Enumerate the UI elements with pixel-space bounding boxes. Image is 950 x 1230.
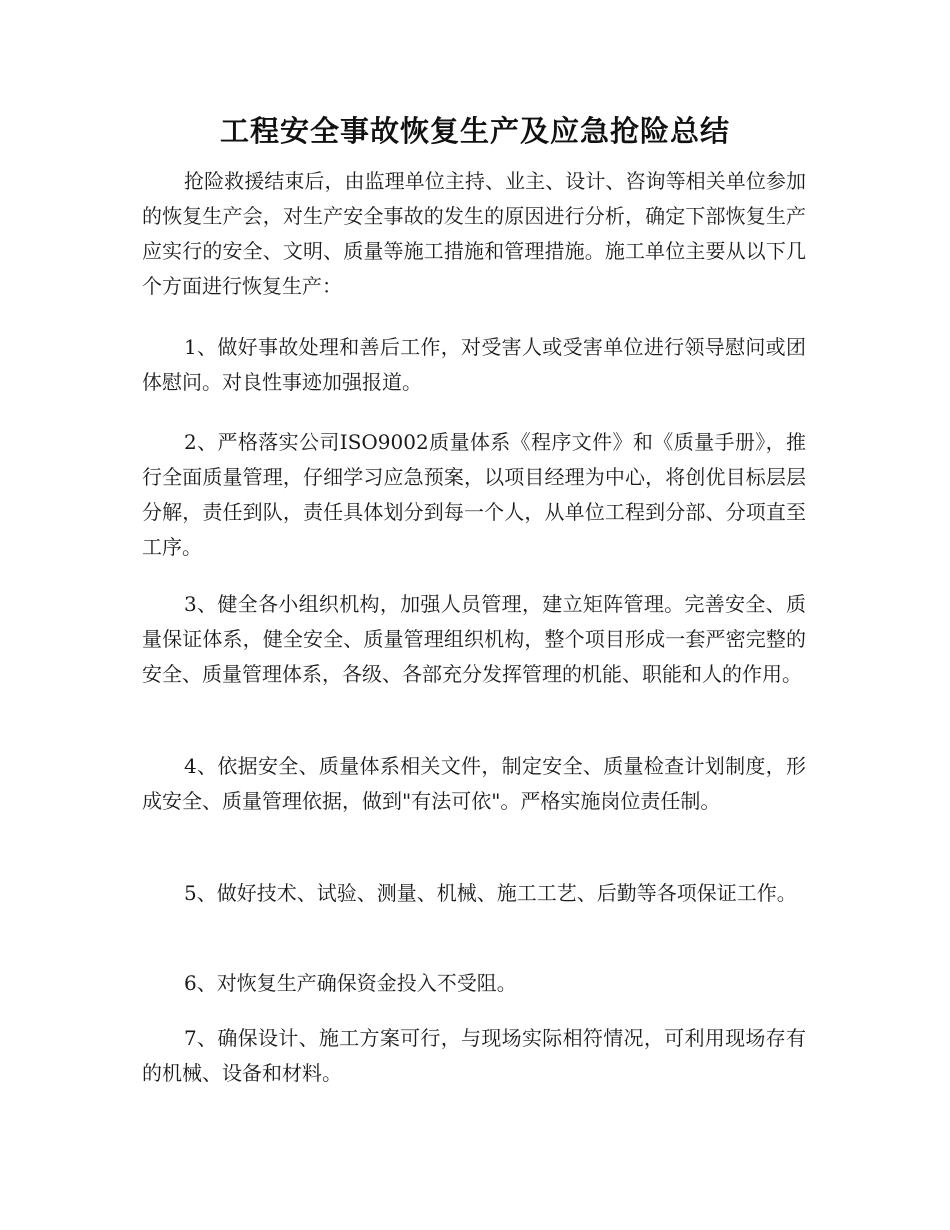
document-title: 工程安全事故恢复生产及应急抢险总结 bbox=[219, 114, 730, 148]
intro-paragraph: 抢险救援结束后，由监理单位主持、业主、设计、咨询等相关单位参加的恢复生产会，对生产安全事故的发生的原因进行分析，确定下部恢复生产应实行的安全、文明、质量等施工措施和管理措施。施工单位主要从以下几个方面进行恢复生产： bbox=[142, 169, 806, 298]
item-paragraph-6: 6、对恢复生产确保资金投入不受阻。 bbox=[184, 971, 517, 995]
item-paragraph-1: 1、做好事故处理和善后工作，对受害人或受害单位进行领导慰问或团体慰问。对良性事迹加强报道。 bbox=[142, 335, 806, 394]
item-paragraph-5: 5、做好技术、试验、测量、机械、施工工艺、后勤等各项保证工作。 bbox=[184, 881, 797, 905]
item-paragraph-4: 4、依据安全、质量体系相关文件，制定安全、质量检查计划制度，形成安全、质量管理依据，做到"有法可依"。严格实施岗位责任制。 bbox=[142, 754, 806, 813]
item-paragraph-2: 2、严格落实公司ISO9002质量体系《程序文件》和《质量手册》，推行全面质量管理，仔细学习应急预案，以项目经理为中心，将创优目标层层分解，责任到队，责任具体划分到每一个人，从单位工程到分部、分项直至工序。 bbox=[142, 430, 806, 559]
item-paragraph-3: 3、健全各小组织机构，加强人员管理，建立矩阵管理。完善安全、质量保证体系，健全安全、质量管理组织机构，整个项目形成一套严密完整的安全、质量管理体系，各级、各部充分发挥管理的机能、职能和人的作用。 bbox=[142, 592, 806, 686]
item-paragraph-7: 7、确保设计、施工方案可行，与现场实际相符情况，可利用现场存有的机械、设备和材料。 bbox=[142, 1026, 806, 1085]
